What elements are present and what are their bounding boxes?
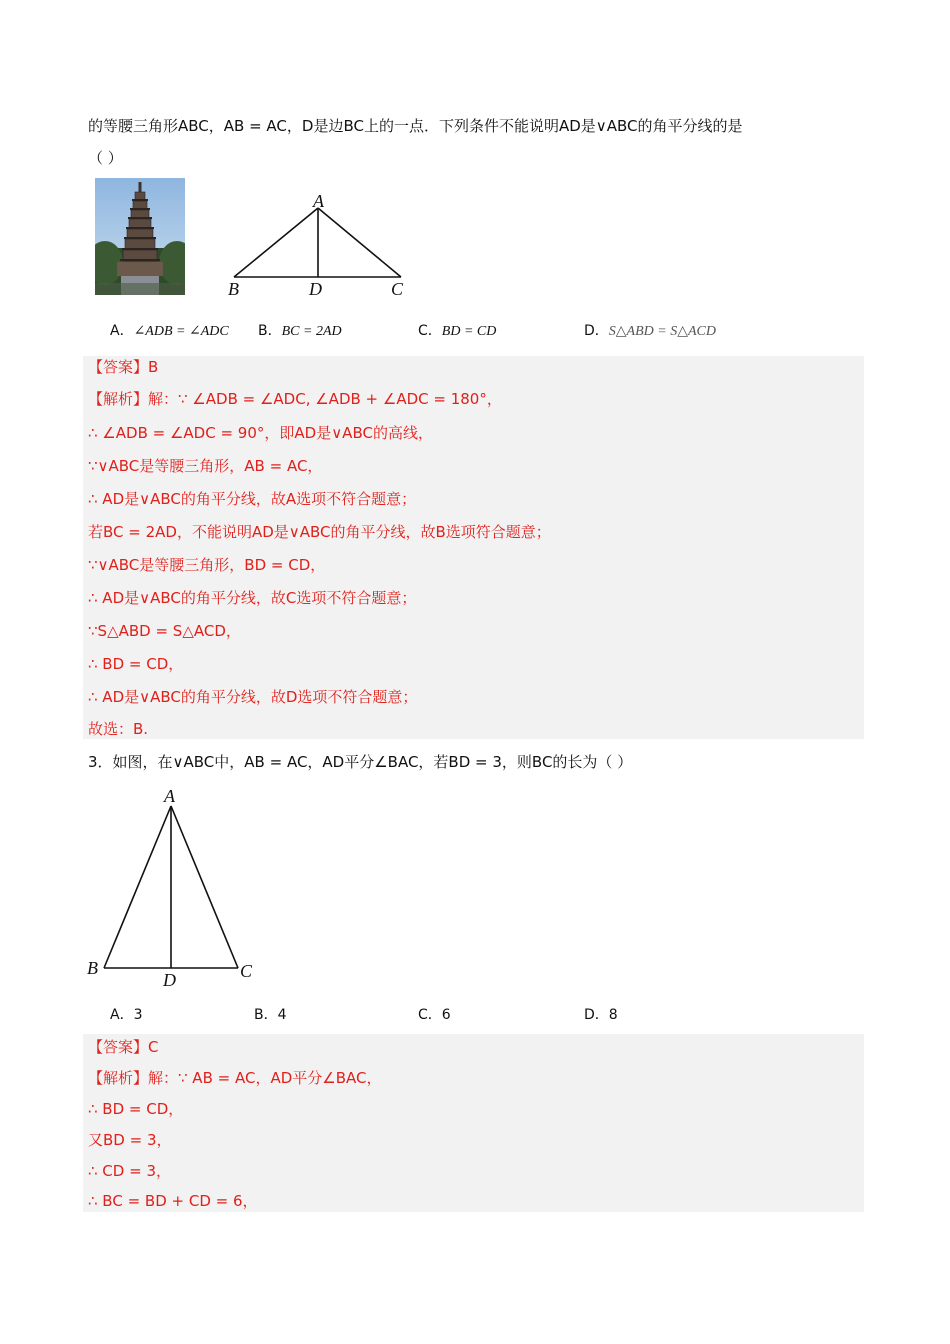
q3-label-d: D [163,970,176,990]
q2-analysis-line: 【解析】解：∵ ∠ADB = ∠ADC, ∠ADB + ∠ADC = 180°， [88,390,502,408]
q2-label-d: D [309,279,322,299]
q2-analysis-line: 故选：B. [88,720,149,738]
q3-option-b [254,1005,287,1025]
q2-option-b-letter: B． [258,323,282,339]
q3-side-ac [171,806,238,968]
q3-answer-box [83,1034,864,1212]
q3-stem: 3．如图，在∨ABC中，AB = AC，AD平分∠BAC，若BD = 3，则BC的长为（ ） [88,753,633,771]
q2-option-c [418,321,496,342]
q3-triangle-figure [82,784,262,990]
q3-analysis-line: 又BD = 3， [88,1131,172,1149]
q2-analysis-line: 若BC = 2AD，不能说明AD是∨ABC的角平分线，故B选项符合题意； [88,523,551,541]
q2-analysis-line: ∴ AD是∨ABC的角平分线，故C选项不符合题意； [88,589,417,607]
q3-answer: 【答案】C [88,1038,159,1056]
q2-analysis-line: ∴ ∠ADB = ∠ADC = 90°，即AD是∨ABC的高线， [88,424,433,442]
q2-option-a-letter: A． [110,323,134,339]
q2-option-d-letter: D． [584,323,609,339]
q3-label-a: A [164,786,175,806]
q3-analysis-line: 【解析】解：∵ AB = AC，AD平分∠BAC， [88,1069,382,1087]
q3-option-a [110,1005,143,1025]
q3-option-c-letter: C． [418,1007,442,1023]
q2-label-c: C [391,279,404,299]
q2-analysis-line: ∵∨ABC是等腰三角形，AB = AC， [88,457,323,475]
q3-side-ab [104,806,171,968]
q2-option-d [584,321,716,342]
q2-side-ac [318,208,401,277]
q3-option-d-text: 8 [608,1007,618,1023]
q3-option-b-letter: B． [254,1007,278,1023]
q3-analysis-line: ∴ BD = CD， [88,1100,184,1118]
q2-triangle-figure [222,190,412,300]
q2-option-b-text: BC = 2AD [281,324,342,339]
q3-option-d [584,1005,618,1025]
q2-option-a [110,321,229,342]
q3-option-d-letter: D． [584,1007,609,1023]
q2-label-b: B [228,279,239,299]
q2-side-ab [234,208,318,277]
q2-stem-line1: 的等腰三角形ABC，AB = AC，D是边BC上的一点．下列条件不能说明AD是∨ABC的角平分线的是 [88,117,743,135]
q2-option-b [258,321,342,342]
q3-option-c [418,1005,451,1025]
q3-option-a-letter: A． [110,1007,134,1023]
q2-analysis-line: ∵S△ABD = S△ACD， [88,622,241,640]
q2-analysis-line: ∵∨ABC是等腰三角形，BD = CD， [88,556,326,574]
q2-analysis-line: ∴ AD是∨ABC的角平分线，故A选项不符合题意； [88,490,417,508]
q2-analysis-line: ∴ AD是∨ABC的角平分线，故D选项不符合题意； [88,688,418,706]
pagoda-photo [95,178,185,295]
q3-option-a-text: 3 [133,1007,143,1023]
q2-stem-line2: （ ） [88,149,123,167]
q3-label-c: C [240,961,253,981]
q2-answer: 【答案】B [88,358,159,376]
q2-label-a: A [313,191,324,211]
q3-label-b: B [87,958,98,978]
q3-option-b-text: 4 [277,1007,287,1023]
q3-analysis-line: ∴ CD = 3， [88,1162,171,1180]
q2-analysis-line: ∴ BD = CD， [88,655,184,673]
q3-analysis-line: ∴ BC = BD + CD = 6， [88,1192,258,1210]
q3-option-c-text: 6 [441,1007,451,1023]
q2-option-c-letter: C． [418,323,442,339]
q2-option-a-text: ∠ADB = ∠ADC [133,324,229,339]
q2-answer-box [83,356,864,739]
q2-option-d-text: S△ABD = S△ACD [608,324,716,339]
q2-option-c-text: BD = CD [441,324,497,339]
